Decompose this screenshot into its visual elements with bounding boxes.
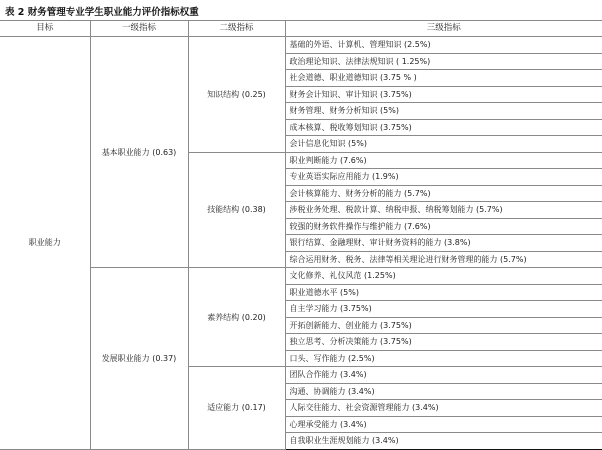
level2-literacy-cell: 素养结构 (0.20) bbox=[188, 268, 285, 367]
header-goal: 目标 bbox=[0, 21, 90, 37]
level3-cell: 沟通、协调能力 (3.4%) bbox=[285, 383, 602, 400]
indicator-weight-table bbox=[0, 20, 602, 450]
level3-cell: 职业判断能力 (7.6%) bbox=[285, 152, 602, 169]
table-row bbox=[0, 268, 602, 285]
level2-skill-cell: 技能结构 (0.38) bbox=[188, 152, 285, 268]
level3-cell: 财务管理、财务分析知识 (5%) bbox=[285, 103, 602, 120]
level3-cell: 银行结算、金融理财、审计财务资料的能力 (3.8%) bbox=[285, 235, 602, 252]
level3-cell: 人际交往能力、社会资源管理能力 (3.4%) bbox=[285, 400, 602, 417]
level3-cell: 基础的外语、计算机、管理知识 (2.5%) bbox=[285, 37, 602, 54]
level3-cell: 团队合作能力 (3.4%) bbox=[285, 367, 602, 384]
header-level3: 三级指标 bbox=[285, 21, 602, 37]
header-row bbox=[0, 21, 602, 37]
level3-cell: 口头、写作能力 (2.5%) bbox=[285, 350, 602, 367]
table-caption: 表 2 财务管理专业学生职业能力评价指标权重 bbox=[5, 7, 199, 18]
level2-knowledge-cell: 知识结构 (0.25) bbox=[188, 37, 285, 153]
level3-cell: 涉税业务处理、税款计算、纳税申报、纳税筹划能力 (5.7%) bbox=[285, 202, 602, 219]
level3-cell: 专业英语实际应用能力 (1.9%) bbox=[285, 169, 602, 186]
level3-cell: 独立思考、分析决策能力 (3.75%) bbox=[285, 334, 602, 351]
level1-basic-cell: 基本职业能力 (0.63) bbox=[90, 37, 188, 268]
level3-cell: 综合运用财务、税务、法律等相关理论进行财务管理的能力 (5.7%) bbox=[285, 251, 602, 268]
level3-cell: 成本核算、税收筹划知识 (3.75%) bbox=[285, 119, 602, 136]
level3-cell: 较强的财务软件操作与维护能力 (7.6%) bbox=[285, 218, 602, 235]
level3-cell: 财务会计知识、审计知识 (3.75%) bbox=[285, 86, 602, 103]
level3-cell: 心理承受能力 (3.4%) bbox=[285, 416, 602, 433]
level3-cell: 会计核算能力、财务分析的能力 (5.7%) bbox=[285, 185, 602, 202]
level3-cell: 开拓创新能力、创业能力 (3.75%) bbox=[285, 317, 602, 334]
level3-cell: 社会道德、职业道德知识 (3.75 % ) bbox=[285, 70, 602, 87]
table-row bbox=[0, 37, 602, 54]
goal-cell: 职业能力 bbox=[0, 37, 90, 450]
level2-adaptability-cell: 适应能力 (0.17) bbox=[188, 367, 285, 450]
level3-cell: 自主学习能力 (3.75%) bbox=[285, 301, 602, 318]
header-level2: 二级指标 bbox=[188, 21, 285, 37]
level3-cell: 会计信息化知识 (5%) bbox=[285, 136, 602, 153]
level3-cell: 政治理论知识、法律法规知识 ( 1.25%) bbox=[285, 53, 602, 70]
level3-cell: 职业道德水平 (5%) bbox=[285, 284, 602, 301]
header-level1: 一级指标 bbox=[90, 21, 188, 37]
level1-development-cell: 发展职业能力 (0.37) bbox=[90, 268, 188, 450]
level3-cell: 文化修养、礼仪风范 (1.25%) bbox=[285, 268, 602, 285]
level3-cell: 自我职业生涯规划能力 (3.4%) bbox=[285, 433, 602, 450]
